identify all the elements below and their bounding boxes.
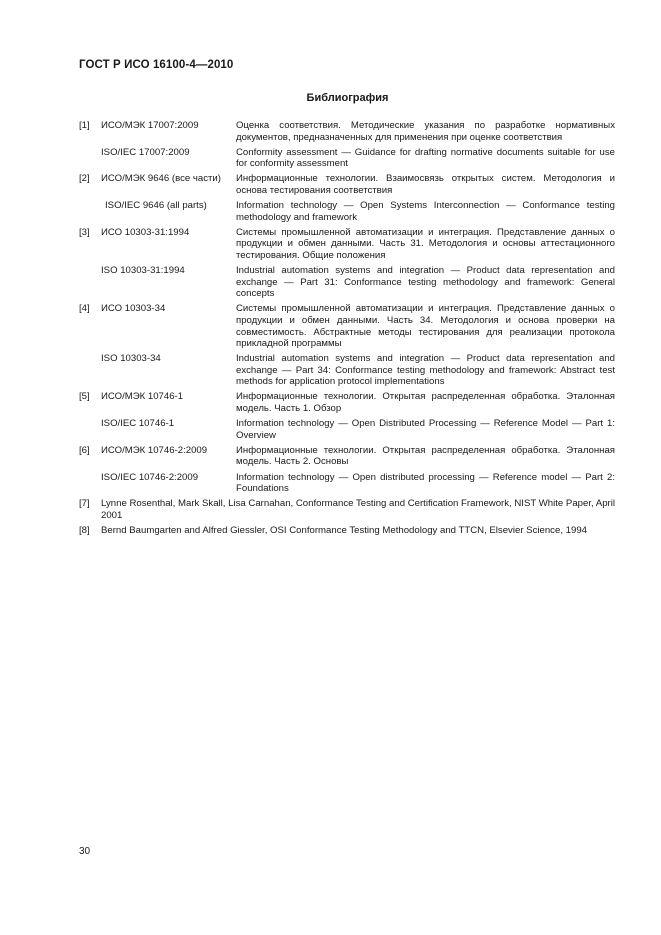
bibliography-entry xyxy=(79,525,615,537)
bibliography-entry xyxy=(79,173,615,223)
entry-number: [1] xyxy=(79,120,90,131)
standard-title: Conformity assessment — Guidance for drafting normative documents suitable for use for conformity assessment xyxy=(236,146,615,170)
standard-code: ISO/IEC 17007:2009 xyxy=(101,146,190,158)
standard-code: ISO 10303-31:1994 xyxy=(101,265,185,277)
entry-number: [4] xyxy=(79,303,90,315)
entry-number: [8] xyxy=(79,524,90,536)
standard-title: Industrial automation systems and integration — Product data representation and exchange — Part 34: Conformance testing methodology and framework: Abstract test methods for application protocol implementations xyxy=(236,353,615,388)
standard-code: ISO/IEC 10746-1 xyxy=(101,418,175,430)
standard-code: ISO/IEC 9646 (all parts) xyxy=(105,200,207,212)
reference-text: Bernd Baumgarten and Alfred Giessler, OSI Conformance Testing Methodology and TTCN, Elsevier Science, 1994 xyxy=(101,524,587,536)
bibliography-entry xyxy=(79,445,615,495)
entry-number: [2] xyxy=(79,173,90,185)
standard-code: ИСО/МЭК 10746-2:2009 xyxy=(101,444,208,456)
entry-number: [6] xyxy=(79,444,90,456)
standard-title: Системы промышленной автоматизации и интеграция. Представление данных о продукции и обмен данными. Часть 34. Методология и основа проверки на совместимость. Абстрактные методы тестирования для реализации протокола прикладной программы xyxy=(236,303,615,350)
standard-title: Information technology — Open Systems Interconnection — Conformance testing methodology and framework xyxy=(236,200,615,223)
page-number: 30 xyxy=(79,846,91,857)
standard-title: Information technology — Open Distributed Processing — Reference Model — Part 1: Overview xyxy=(236,418,615,441)
entry-number: [5] xyxy=(79,391,90,403)
standard-code: ИСО 10303-31:1994 xyxy=(101,226,190,238)
standard-code: ИСО 10303-34 xyxy=(101,303,166,315)
standard-code: ISO 10303-34 xyxy=(101,353,161,365)
standard-code: ИСО/МЭК 10746-1 xyxy=(101,391,184,403)
standard-title: Информационные технологии. Открытая распределенная обработка. Эталонная модель. Часть 1. Обзор xyxy=(236,391,615,415)
standard-code: ИСО/МЭК 9646 (все части) xyxy=(101,173,221,185)
standard-title: Информационные технологии. Взаимосвязь открытых систем. Методология и основа тестирования соответствия xyxy=(236,173,615,196)
standard-title: Industrial automation systems and integration — Product data representation and exchange — Part 31: Conformance testing methodology and framework: General concepts xyxy=(236,265,615,300)
bibliography-entry xyxy=(79,303,615,388)
standard-title: Системы промышленной автоматизации и интеграция. Представление данных о продукции и обмен данными. Часть 31. Методология и основы аттестационного тестирования. Общие положения xyxy=(236,226,615,261)
standard-title: Оценка соответствия. Методические указания по разработке нормативных документов, предназначенных для применения при оценке соответствия xyxy=(236,120,615,143)
bibliography-entry xyxy=(79,120,615,170)
document-header: ГОСТ Р ИСО 16100-4—2010 xyxy=(79,59,234,71)
bibliography-list xyxy=(79,120,615,540)
section-title: Библиография xyxy=(306,92,389,104)
bibliography-entry xyxy=(79,227,615,300)
entry-number: [3] xyxy=(79,226,90,238)
standard-code: ISO/IEC 10746-2:2009 xyxy=(101,471,199,483)
standard-title: Information technology — Open distributed processing — Reference model — Part 2: Foundations xyxy=(236,471,615,495)
entry-number: [7] xyxy=(79,498,90,510)
reference-text: Lynne Rosenthal, Mark Skall, Lisa Carnahan, Conformance Testing and Certification Framework, NIST White Paper, April 2001 xyxy=(101,498,615,521)
bibliography-entry xyxy=(79,391,615,441)
standard-title: Информационные технологии. Открытая распределенная обработка. Эталонная модель. Часть 2. Основы xyxy=(236,444,615,468)
bibliography-entry xyxy=(79,498,615,521)
standard-code: ИСО/МЭК 17007:2009 xyxy=(101,120,199,131)
